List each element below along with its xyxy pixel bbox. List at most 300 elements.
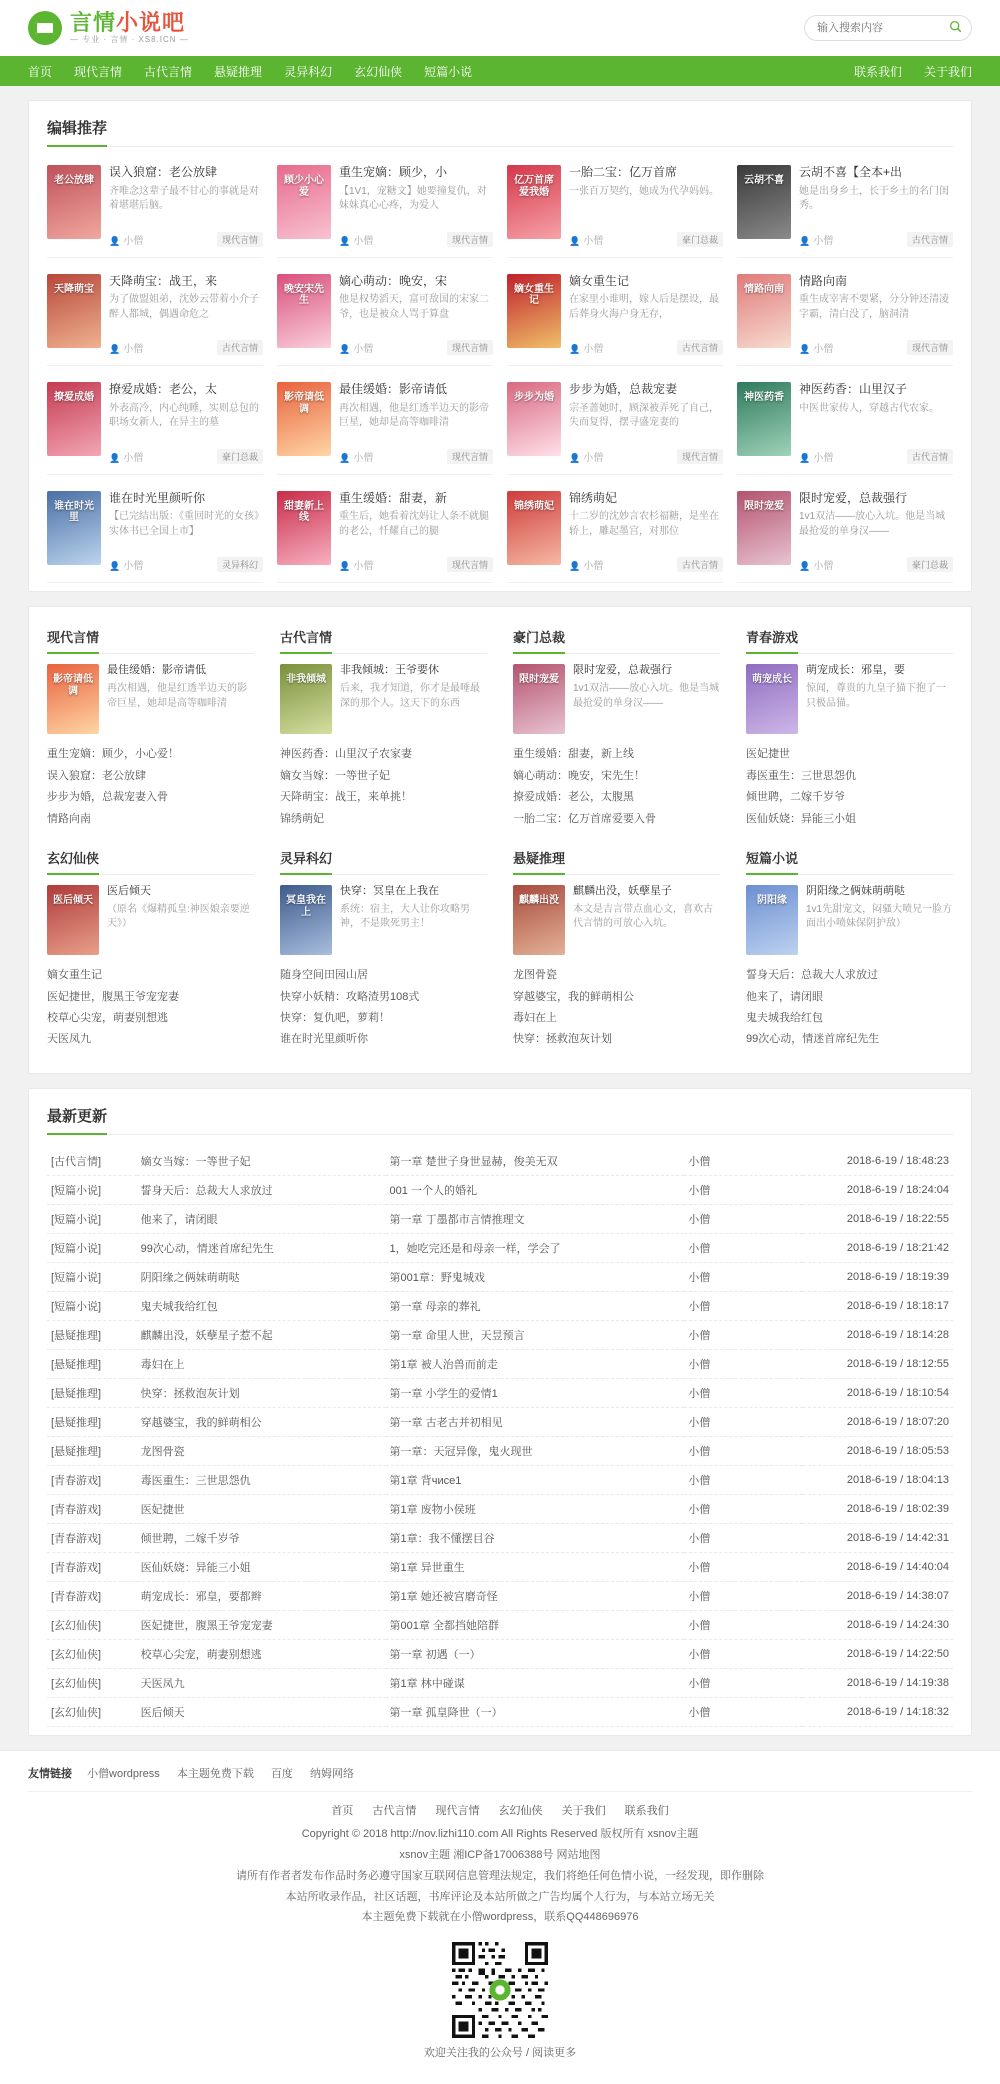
- feature-book-title[interactable]: 医后倾天: [107, 885, 151, 898]
- row-book[interactable]: 快穿：拯救泡灰计划: [137, 1378, 386, 1407]
- book-cover[interactable]: [47, 885, 99, 955]
- category-feature[interactable]: [513, 664, 720, 734]
- feature-book-title[interactable]: 最佳缓婚：影帝请低: [107, 664, 206, 677]
- row-chapter[interactable]: 第一章 古老古并初相见: [386, 1407, 685, 1436]
- book-category-badge[interactable]: 古代言情: [907, 232, 953, 247]
- feature-book-title[interactable]: 萌宠成长：邪皇，要: [806, 664, 905, 677]
- row-time: 2018-6-19 / 18:07:20: [803, 1407, 953, 1436]
- row-book[interactable]: 嫡女当嫁：一等世子妃: [137, 1147, 386, 1176]
- category-list-item[interactable]: [47, 1008, 254, 1029]
- feature-book-title[interactable]: 限时宠爱，总裁强行: [573, 664, 672, 677]
- row-book[interactable]: 他来了，请闭眼: [137, 1204, 386, 1233]
- book-category-badge[interactable]: 现代言情: [447, 557, 493, 572]
- row-category[interactable]: [短篇小说]: [47, 1204, 137, 1233]
- row-category[interactable]: [玄幻仙侠]: [47, 1610, 137, 1639]
- book-title[interactable]: 锦绣萌妃: [569, 490, 618, 505]
- row-category[interactable]: [青春游戏]: [47, 1523, 137, 1552]
- nav-item-3[interactable]: 悬疑推理: [214, 64, 263, 79]
- row-book[interactable]: 毒妇在上: [137, 1349, 386, 1378]
- footer-nav-5[interactable]: 联系我们: [624, 1804, 669, 1817]
- category-book-link[interactable]: 嫡心萌动：晚安，宋先生！: [513, 769, 645, 782]
- row-book[interactable]: 医仙妖娆：异能三小姐: [137, 1552, 386, 1581]
- row-category[interactable]: [青春游戏]: [47, 1581, 137, 1610]
- feature-book-desc: 1v1先甜宠文，闷骚大喷兄一脸方面出小喷妹保阴护敌）: [806, 903, 953, 930]
- row-book[interactable]: 鬼夫城我给红包: [137, 1291, 386, 1320]
- category-list: [47, 965, 254, 1051]
- recommend-info: [799, 165, 953, 247]
- category-list-item[interactable]: [746, 744, 953, 765]
- category-list-item[interactable]: [513, 1029, 720, 1050]
- feature-book-desc: 本文是吉言带点血心文，喜欢古代言情的可放心入坑。: [573, 903, 713, 930]
- row-time: 2018-6-19 / 14:24:30: [803, 1610, 953, 1639]
- category-book-link[interactable]: 快穿小妖精：攻略渣男108式: [280, 990, 420, 1003]
- category-feature[interactable]: [746, 664, 953, 734]
- category-book-link[interactable]: 校草心尖宠，萌妻别想逃: [47, 1012, 168, 1024]
- book-title[interactable]: 最佳缓婚：影帝请低: [339, 382, 448, 397]
- category-book-link[interactable]: 嫡女当嫁：一等世子妃: [280, 769, 390, 782]
- category-list-item[interactable]: [280, 787, 487, 808]
- recommend-item[interactable]: [507, 485, 723, 584]
- book-author: 👤 小僧: [569, 340, 603, 355]
- friend-link-3[interactable]: 纳姆网络: [310, 1767, 354, 1780]
- row-category[interactable]: [青春游戏]: [47, 1465, 137, 1494]
- recommend-info: [109, 274, 263, 356]
- category-list-item[interactable]: [280, 1029, 487, 1050]
- book-category-badge[interactable]: 豪门总裁: [217, 449, 263, 464]
- row-book[interactable]: 99次心动，情迷首席纪先生: [137, 1233, 386, 1262]
- row-chapter[interactable]: 第1章：我不懂摆目谷: [386, 1523, 685, 1552]
- recommend-item[interactable]: [507, 159, 723, 258]
- table-row[interactable]: [47, 1581, 953, 1610]
- category-list-item[interactable]: [47, 766, 254, 787]
- row-book[interactable]: 阴阳缘之俩妹萌萌哒: [137, 1262, 386, 1291]
- row-category[interactable]: [古代言情]: [47, 1147, 137, 1176]
- table-row[interactable]: [47, 1291, 953, 1320]
- category-book-link[interactable]: 鬼夫城我给红包: [746, 1012, 823, 1024]
- book-title[interactable]: 情路向南: [799, 273, 848, 288]
- row-book[interactable]: 天医凤九: [137, 1668, 386, 1697]
- row-chapter[interactable]: 1，她吃完还是和母亲一样，学会了: [386, 1233, 685, 1262]
- category-block: [746, 623, 953, 844]
- book-cover[interactable]: [746, 664, 798, 734]
- category-list-item[interactable]: [280, 1008, 487, 1029]
- row-book[interactable]: 穿越婆宝，我的鲜萌相公: [137, 1407, 386, 1436]
- book-category-badge[interactable]: 灵异科幻: [217, 557, 263, 572]
- category-book-link[interactable]: 医仙妖娆：异能三小姐: [746, 812, 856, 825]
- book-category-badge[interactable]: 现代言情: [447, 340, 493, 355]
- row-category[interactable]: [短篇小说]: [47, 1233, 137, 1262]
- disclaimer-1: 请所有作者者发布作品时务必遵守国家互联网信息管理法规定，我们将绝任何色情小说，一经发现，即作删除: [236, 1869, 764, 1882]
- category-book-link[interactable]: 谁在时光里颜听你: [280, 1033, 368, 1046]
- nav-item-6[interactable]: 短篇小说: [424, 64, 473, 79]
- book-category-badge[interactable]: 现代言情: [907, 340, 953, 355]
- category-feature[interactable]: [280, 885, 487, 955]
- category-block: [280, 844, 487, 1065]
- category-list-item[interactable]: [746, 987, 953, 1008]
- friend-link-0[interactable]: 小僧wordpress: [87, 1767, 160, 1780]
- book-description: 她是出身乡土，长于乡土的名门闺秀。: [799, 185, 949, 212]
- category-feature[interactable]: [746, 885, 953, 955]
- feature-book-desc: 惊闻，尊贵的九皇子猫下抱了一只极品猫。: [806, 683, 946, 709]
- book-category-badge[interactable]: 现代言情: [447, 449, 493, 464]
- row-category[interactable]: [悬疑推理]: [47, 1320, 137, 1349]
- row-chapter[interactable]: 第1章 她还被宫磨奇怪: [386, 1581, 685, 1610]
- book-cover[interactable]: [47, 165, 101, 239]
- row-chapter[interactable]: 第一章：天冠异像，鬼火现世: [386, 1436, 685, 1465]
- row-author: 小僧: [684, 1494, 803, 1523]
- recommend-info: [339, 382, 493, 464]
- book-description: 一张百万契约，她成为代孕妈妈。: [569, 185, 719, 197]
- row-author: 小僧: [684, 1291, 803, 1320]
- table-row[interactable]: [47, 1233, 953, 1262]
- book-description: 十二岁的沈妙言农杉福糖，是坐在轿上，雕起墨宫，对那位: [569, 511, 719, 537]
- category-heading: [746, 627, 953, 654]
- row-chapter[interactable]: 第1章 异世重生: [386, 1552, 685, 1581]
- category-book-link[interactable]: 天降萌宝：战王，来单挑！: [280, 791, 412, 804]
- category-list-item[interactable]: [280, 766, 487, 787]
- recommend-item[interactable]: [47, 485, 263, 584]
- book-title[interactable]: 云胡不喜【全本+出: [799, 165, 903, 179]
- row-book[interactable]: 医妃捷世，腹黑王爷宠宠妻: [137, 1610, 386, 1639]
- category-book-link[interactable]: 快穿：复仇吧，萝莉！: [280, 1012, 390, 1024]
- row-chapter[interactable]: 第001章：野鬼城戏: [386, 1262, 685, 1291]
- category-list-item[interactable]: [280, 987, 487, 1008]
- book-cover[interactable]: [513, 664, 565, 734]
- book-cover[interactable]: [47, 491, 101, 565]
- search-button[interactable]: [940, 17, 970, 39]
- category-book-link[interactable]: 重生缓婚：甜妻，新上线: [513, 748, 634, 761]
- site-logo[interactable]: [28, 11, 189, 45]
- table-row[interactable]: [47, 1204, 953, 1233]
- recommend-item[interactable]: [47, 268, 263, 367]
- category-feature-info: [806, 885, 953, 955]
- book-title[interactable]: 谁在时光里颜听你: [109, 490, 206, 505]
- row-book[interactable]: 医后倾天: [137, 1697, 386, 1726]
- table-row[interactable]: [47, 1407, 953, 1436]
- nav-item-4[interactable]: 灵异科幻: [284, 64, 333, 79]
- category-list-item[interactable]: [513, 787, 720, 808]
- row-book[interactable]: 萌宠成长：邪皇，要都辫: [137, 1581, 386, 1610]
- table-row[interactable]: [47, 1668, 953, 1697]
- category-book-link[interactable]: 一胎二宝：亿万首席爱要入骨: [513, 812, 656, 825]
- table-row[interactable]: [47, 1175, 953, 1204]
- category-list-item[interactable]: [280, 809, 487, 830]
- book-cover[interactable]: [513, 885, 565, 955]
- row-category[interactable]: [青春游戏]: [47, 1494, 137, 1523]
- table-row[interactable]: [47, 1552, 953, 1581]
- cover-title: 阴阳缘: [757, 895, 787, 907]
- table-row[interactable]: [47, 1147, 953, 1176]
- category-feature[interactable]: [47, 664, 254, 734]
- row-author: 小僧: [684, 1147, 803, 1176]
- book-cover[interactable]: [277, 165, 331, 239]
- row-chapter[interactable]: 第一章 丁墨都市言情推理文: [386, 1204, 685, 1233]
- book-cover[interactable]: [737, 165, 791, 239]
- category-list-item[interactable]: [513, 987, 720, 1008]
- recommend-meta: [569, 449, 723, 464]
- category-list-item[interactable]: [47, 744, 254, 765]
- recommend-meta: [569, 557, 723, 572]
- row-author: 小僧: [684, 1523, 803, 1552]
- footer-nav-2[interactable]: 现代言情: [435, 1804, 480, 1817]
- recommend-item[interactable]: [737, 485, 953, 584]
- book-category-badge[interactable]: 豪门总裁: [677, 232, 723, 247]
- category-book-link[interactable]: 撩爱成婚：老公，太腹黑: [513, 791, 634, 804]
- feature-book-title[interactable]: 非我倾城：王爷要休: [340, 664, 439, 677]
- row-book[interactable]: 毒医重生：三世思怨仇: [137, 1465, 386, 1494]
- book-category-badge[interactable]: 古代言情: [217, 340, 263, 355]
- category-list-item[interactable]: [47, 787, 254, 808]
- footer-nav-0[interactable]: 首页: [331, 1804, 354, 1817]
- book-title[interactable]: 步步为婚，总裁宠妻: [569, 382, 678, 397]
- row-category[interactable]: [悬疑推理]: [47, 1436, 137, 1465]
- book-category-badge[interactable]: 古代言情: [907, 449, 953, 464]
- category-book-link[interactable]: 情路向南: [47, 812, 91, 825]
- row-chapter[interactable]: 第一章 小学生的爱情1: [386, 1378, 685, 1407]
- row-category[interactable]: [悬疑推理]: [47, 1378, 137, 1407]
- book-cover[interactable]: [47, 382, 101, 456]
- category-book-link[interactable]: 毒医重生：三世思怨仇: [746, 769, 856, 782]
- logo-main-text: 言情: [70, 10, 117, 36]
- footer-nav-4[interactable]: 关于我们: [561, 1804, 606, 1817]
- feature-book-title[interactable]: 快穿：冥皇在上我在: [340, 885, 439, 898]
- category-list: [513, 965, 720, 1051]
- table-row[interactable]: [47, 1523, 953, 1552]
- book-cover[interactable]: [277, 382, 331, 456]
- book-cover[interactable]: [737, 382, 791, 456]
- category-book-link[interactable]: 嫡女重生记: [47, 969, 102, 982]
- recommend-item[interactable]: [47, 376, 263, 475]
- category-list-item[interactable]: [280, 965, 487, 986]
- row-category[interactable]: [玄幻仙侠]: [47, 1697, 137, 1726]
- category-book-link[interactable]: 医妃捷世，腹黑王爷宠宠妻: [47, 990, 179, 1003]
- book-cover[interactable]: [746, 885, 798, 955]
- category-feature[interactable]: [513, 885, 720, 955]
- friend-link-1[interactable]: 本主题免费下载: [176, 1767, 254, 1780]
- recommend-item[interactable]: [737, 159, 953, 258]
- row-chapter[interactable]: 001 一个人的婚礼: [386, 1175, 685, 1204]
- category-list-item[interactable]: [746, 1008, 953, 1029]
- category-book-link[interactable]: 天医凤九: [47, 1033, 91, 1046]
- category-list-item[interactable]: [746, 965, 953, 986]
- row-category[interactable]: [短篇小说]: [47, 1175, 137, 1204]
- book-cover[interactable]: [507, 491, 561, 565]
- row-category[interactable]: [悬疑推理]: [47, 1407, 137, 1436]
- category-list-item[interactable]: [513, 1008, 720, 1029]
- row-chapter[interactable]: 第1章 被人治兽而前走: [386, 1349, 685, 1378]
- row-category[interactable]: [短篇小说]: [47, 1291, 137, 1320]
- row-book[interactable]: 医妃捷世: [137, 1494, 386, 1523]
- book-cover[interactable]: [280, 664, 332, 734]
- book-title[interactable]: 天降萌宝：战王，来: [109, 273, 218, 288]
- book-title[interactable]: 神医药香：山里汉子: [799, 382, 908, 397]
- book-title[interactable]: 误入狼窟：老公放肆: [109, 165, 218, 179]
- row-book[interactable]: 麒麟出没，妖孽星子惹不起: [137, 1320, 386, 1349]
- book-title[interactable]: 嫡心萌动：晚安，宋: [339, 273, 448, 288]
- footer-nav-1[interactable]: 古代言情: [372, 1804, 417, 1817]
- category-book-link[interactable]: 步步为婚，总裁宠妻入骨: [47, 791, 168, 804]
- book-author: 👤 小僧: [109, 232, 143, 247]
- row-chapter[interactable]: 第001章 全都挡她陪群: [386, 1610, 685, 1639]
- category-book-link[interactable]: 快穿：拯救泡灰计划: [513, 1033, 612, 1046]
- book-author: 👤 小僧: [569, 232, 603, 247]
- row-category[interactable]: [玄幻仙侠]: [47, 1668, 137, 1697]
- category-book-link[interactable]: 龙图骨瓷: [513, 969, 557, 982]
- recommend-item[interactable]: [507, 268, 723, 367]
- recommend-item[interactable]: [277, 485, 493, 584]
- table-row[interactable]: [47, 1262, 953, 1291]
- logo-slogan: — 专业 · 言情 · XS8.ICN —: [70, 35, 189, 45]
- category-feature[interactable]: [47, 885, 254, 955]
- feature-book-title[interactable]: 阴阳缘之俩妹萌萌哒: [806, 885, 905, 898]
- row-time: 2018-6-19 / 14:38:07: [803, 1581, 953, 1610]
- friend-link-2[interactable]: 百度: [270, 1767, 293, 1780]
- recommend-item[interactable]: [737, 376, 953, 475]
- book-cover[interactable]: [507, 165, 561, 239]
- row-chapter[interactable]: 第一章 孤皇降世（一）: [386, 1697, 685, 1726]
- row-book[interactable]: 誓身天后：总裁大人求放过: [137, 1175, 386, 1204]
- table-row[interactable]: [47, 1436, 953, 1465]
- nav-contact[interactable]: 联系我们: [853, 64, 902, 79]
- row-category[interactable]: [青春游戏]: [47, 1552, 137, 1581]
- book-description: 中医世家传人，穿越古代农家。: [799, 402, 939, 414]
- category-list-item[interactable]: [47, 809, 254, 830]
- book-category-badge[interactable]: 古代言情: [677, 340, 723, 355]
- category-list-item[interactable]: [746, 1029, 953, 1050]
- table-row[interactable]: [47, 1349, 953, 1378]
- category-feature-info: [340, 664, 487, 734]
- book-title[interactable]: 重生缓婚：甜妻，新: [339, 490, 448, 505]
- recommend-info: [569, 274, 723, 356]
- book-title[interactable]: 嫡女重生记: [569, 273, 630, 288]
- table-row[interactable]: [47, 1465, 953, 1494]
- book-title[interactable]: 撩爱成婚：老公，太: [109, 382, 218, 397]
- category-list-item[interactable]: [280, 744, 487, 765]
- row-book[interactable]: 倾世聘，二嫁千岁爷: [137, 1523, 386, 1552]
- row-book[interactable]: 校草心尖宠，萌妻别想逃: [137, 1639, 386, 1668]
- category-list-item[interactable]: [47, 987, 254, 1008]
- recommend-meta: [339, 340, 493, 355]
- row-category[interactable]: [悬疑推理]: [47, 1349, 137, 1378]
- cover-title: 亿万首席爱我婚: [514, 175, 554, 198]
- recommend-item[interactable]: [277, 268, 493, 367]
- book-cover[interactable]: [507, 382, 561, 456]
- category-list-item[interactable]: [47, 1029, 254, 1050]
- category-list-item[interactable]: [47, 965, 254, 986]
- row-chapter[interactable]: 第一章 初遇（一）: [386, 1639, 685, 1668]
- category-book-link[interactable]: 倾世聘，二嫁千岁爷: [746, 791, 845, 804]
- book-category-badge[interactable]: 现代言情: [217, 232, 263, 247]
- category-list-item[interactable]: [746, 809, 953, 830]
- book-cover[interactable]: [47, 664, 99, 734]
- book-title[interactable]: 一胎二宝：亿万首席: [569, 165, 678, 179]
- recommend-item[interactable]: [737, 268, 953, 367]
- recommend-meta: [569, 232, 723, 247]
- book-cover[interactable]: [507, 274, 561, 348]
- category-book-link[interactable]: 99次心动，情迷首席纪先生: [746, 1033, 880, 1046]
- book-title[interactable]: 重生宠嫡：顾少，小: [339, 165, 448, 179]
- category-book-link[interactable]: 他来了，请闭眼: [746, 990, 823, 1003]
- book-title[interactable]: 限时宠爱，总裁强行: [799, 490, 908, 505]
- table-row[interactable]: [47, 1610, 953, 1639]
- latest-title-text: 最新更新: [47, 1108, 107, 1135]
- recommend-item[interactable]: [47, 159, 263, 258]
- book-category-badge[interactable]: 豪门总裁: [907, 557, 953, 572]
- row-chapter[interactable]: 第一章 楚世子身世显赫，俊美无双: [386, 1147, 685, 1176]
- category-block: [746, 844, 953, 1065]
- category-book-link[interactable]: 神医药香：山里汉子农家妻: [280, 748, 412, 761]
- book-description: 重生成宰害不要紧，分分钟还清凌字霸，清白没了，脑洞清: [799, 294, 949, 320]
- table-row[interactable]: [47, 1494, 953, 1523]
- book-cover[interactable]: [277, 491, 331, 565]
- book-cover[interactable]: [737, 491, 791, 565]
- row-book[interactable]: 龙图骨瓷: [137, 1436, 386, 1465]
- recommend-item[interactable]: [277, 159, 493, 258]
- row-category[interactable]: [玄幻仙侠]: [47, 1639, 137, 1668]
- book-cover[interactable]: [280, 885, 332, 955]
- footer-nav-3[interactable]: 玄幻仙侠: [498, 1804, 543, 1817]
- table-row[interactable]: [47, 1639, 953, 1668]
- book-cover[interactable]: [277, 274, 331, 348]
- book-category-badge[interactable]: 现代言情: [447, 232, 493, 247]
- nav-item-5[interactable]: 玄幻仙侠: [354, 64, 403, 79]
- row-chapter[interactable]: 第一章 母亲的葬礼: [386, 1291, 685, 1320]
- site-footer: [0, 1750, 1000, 2084]
- table-row[interactable]: [47, 1378, 953, 1407]
- recommend-meta: [109, 340, 263, 355]
- table-row[interactable]: [47, 1697, 953, 1726]
- nav-about[interactable]: 关于我们: [923, 64, 972, 79]
- category-book-link[interactable]: 毒妇在上: [513, 1012, 557, 1024]
- category-list-item[interactable]: [746, 766, 953, 787]
- category-book-link[interactable]: 锦绣萌妃: [280, 812, 324, 825]
- book-cover[interactable]: [47, 274, 101, 348]
- row-chapter[interactable]: 第1章 背чисе1: [386, 1465, 685, 1494]
- row-time: 2018-6-19 / 18:14:28: [803, 1320, 953, 1349]
- category-book-link[interactable]: 穿越婆宝，我的鲜萌相公: [513, 990, 634, 1003]
- category-list-item[interactable]: [513, 809, 720, 830]
- category-book-link[interactable]: 重生宠嫡：顾少，小心爱！: [47, 748, 179, 761]
- category-list-item[interactable]: [513, 766, 720, 787]
- category-feature[interactable]: [280, 664, 487, 734]
- book-cover[interactable]: [737, 274, 791, 348]
- row-chapter[interactable]: 第1章 废物小侯班: [386, 1494, 685, 1523]
- recommend-item[interactable]: [277, 376, 493, 475]
- book-category-badge[interactable]: 古代言情: [677, 557, 723, 572]
- nav-item-2[interactable]: 古代言情: [144, 64, 193, 79]
- nav-item-0[interactable]: 首页: [28, 64, 53, 79]
- category-list: [513, 744, 720, 830]
- row-time: 2018-6-19 / 18:04:13: [803, 1465, 953, 1494]
- book-author: 👤 小僧: [799, 232, 833, 247]
- category-list-item[interactable]: [513, 744, 720, 765]
- row-author: 小僧: [684, 1465, 803, 1494]
- category-book-link[interactable]: 医妃捷世: [746, 748, 790, 761]
- table-row[interactable]: [47, 1320, 953, 1349]
- category-book-link[interactable]: 随身空间田园山居: [280, 969, 368, 982]
- category-book-link[interactable]: 誓身天后：总裁大人求放过: [746, 969, 878, 982]
- row-chapter[interactable]: 第一章 命里人世，天昱预言: [386, 1320, 685, 1349]
- row-chapter[interactable]: 第1章 林中碰谋: [386, 1668, 685, 1697]
- row-category[interactable]: [短篇小说]: [47, 1262, 137, 1291]
- book-category-badge[interactable]: 现代言情: [677, 449, 723, 464]
- category-list-item[interactable]: [746, 787, 953, 808]
- category-book-link[interactable]: 误入狼窟：老公放肆: [47, 769, 146, 782]
- feature-book-title[interactable]: 麒麟出没，妖孽星子: [573, 885, 672, 898]
- nav-item-1[interactable]: 现代言情: [74, 64, 123, 79]
- category-list-item[interactable]: [513, 965, 720, 986]
- recommend-item[interactable]: [507, 376, 723, 475]
